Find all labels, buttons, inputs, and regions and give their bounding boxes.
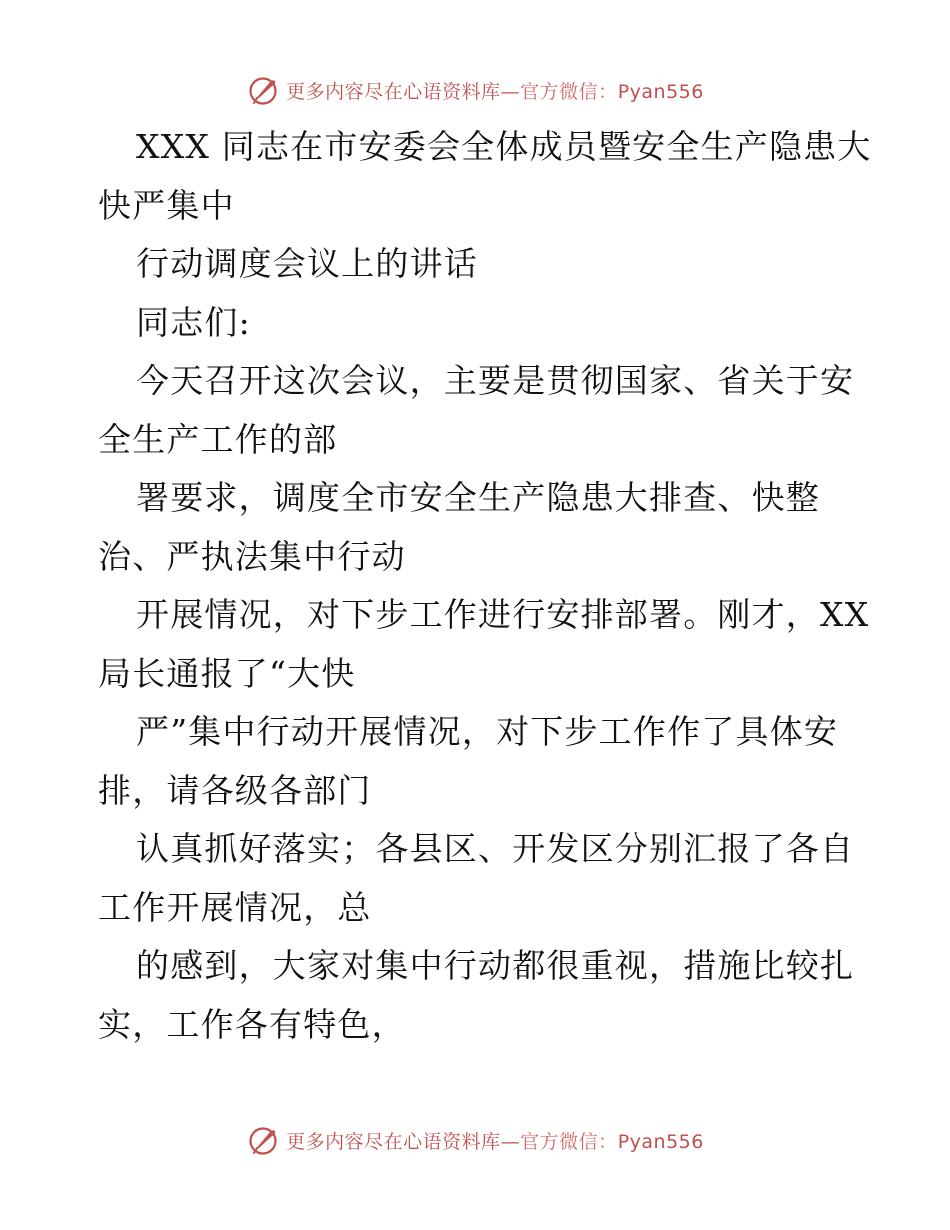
text-line: 全生产工作的部 (98, 419, 338, 459)
watermark-wechat-id: Pyan556 (617, 80, 704, 103)
feather-pen-logo-icon (246, 1123, 280, 1157)
watermark-wechat-label: 官方微信： (520, 80, 618, 103)
watermark-wechat-id: Pyan556 (617, 1130, 704, 1153)
text-line: 行动调度会议上的讲话 (136, 244, 478, 283)
watermark-text (286, 77, 704, 104)
text-line: 署要求，调度全市安全生产隐患大排查、快整 (136, 478, 820, 517)
watermark-dash: — (500, 80, 521, 103)
text-line: 局长通报了“大快 (98, 653, 356, 693)
text-line: 认真抓好落实；各县区、开发区分别汇报了各自 (136, 829, 855, 868)
text-line: XXX 同志在市安委会全体成员暨安全生产隐患大 (136, 127, 872, 166)
text-line: 严”集中行动开展情况，对下步工作作了具体安 (136, 712, 839, 751)
watermark-main: 更多内容尽在心语资料库 (286, 1130, 501, 1153)
text-line: 同志们: (136, 302, 251, 342)
text-line: 实，工作各有特色， (98, 1004, 406, 1044)
text-line: 快严集中 (98, 185, 235, 225)
text-line: 排，请各级各部门 (98, 770, 372, 810)
body-text (98, 118, 872, 1054)
watermark-text (286, 1127, 704, 1154)
watermark-main: 更多内容尽在心语资料库 (286, 80, 501, 103)
text-line: 的感到，大家对集中行动都很重视，措施比较扎 (136, 946, 855, 985)
watermark-wechat-label: 官方微信： (520, 1130, 618, 1153)
text-line: 治、严执法集中行动 (98, 536, 406, 576)
text-line: 开展情况，对下步工作进行安排部署。刚才，XX (136, 595, 870, 634)
feather-pen-logo-icon (246, 73, 280, 107)
header-watermark (0, 70, 950, 110)
watermark-dash: — (500, 1130, 521, 1153)
text-line: 今天召开这次会议，主要是贯彻国家、省关于安 (136, 361, 855, 400)
footer-watermark (0, 1120, 950, 1160)
text-line: 工作开展情况，总 (98, 887, 372, 927)
